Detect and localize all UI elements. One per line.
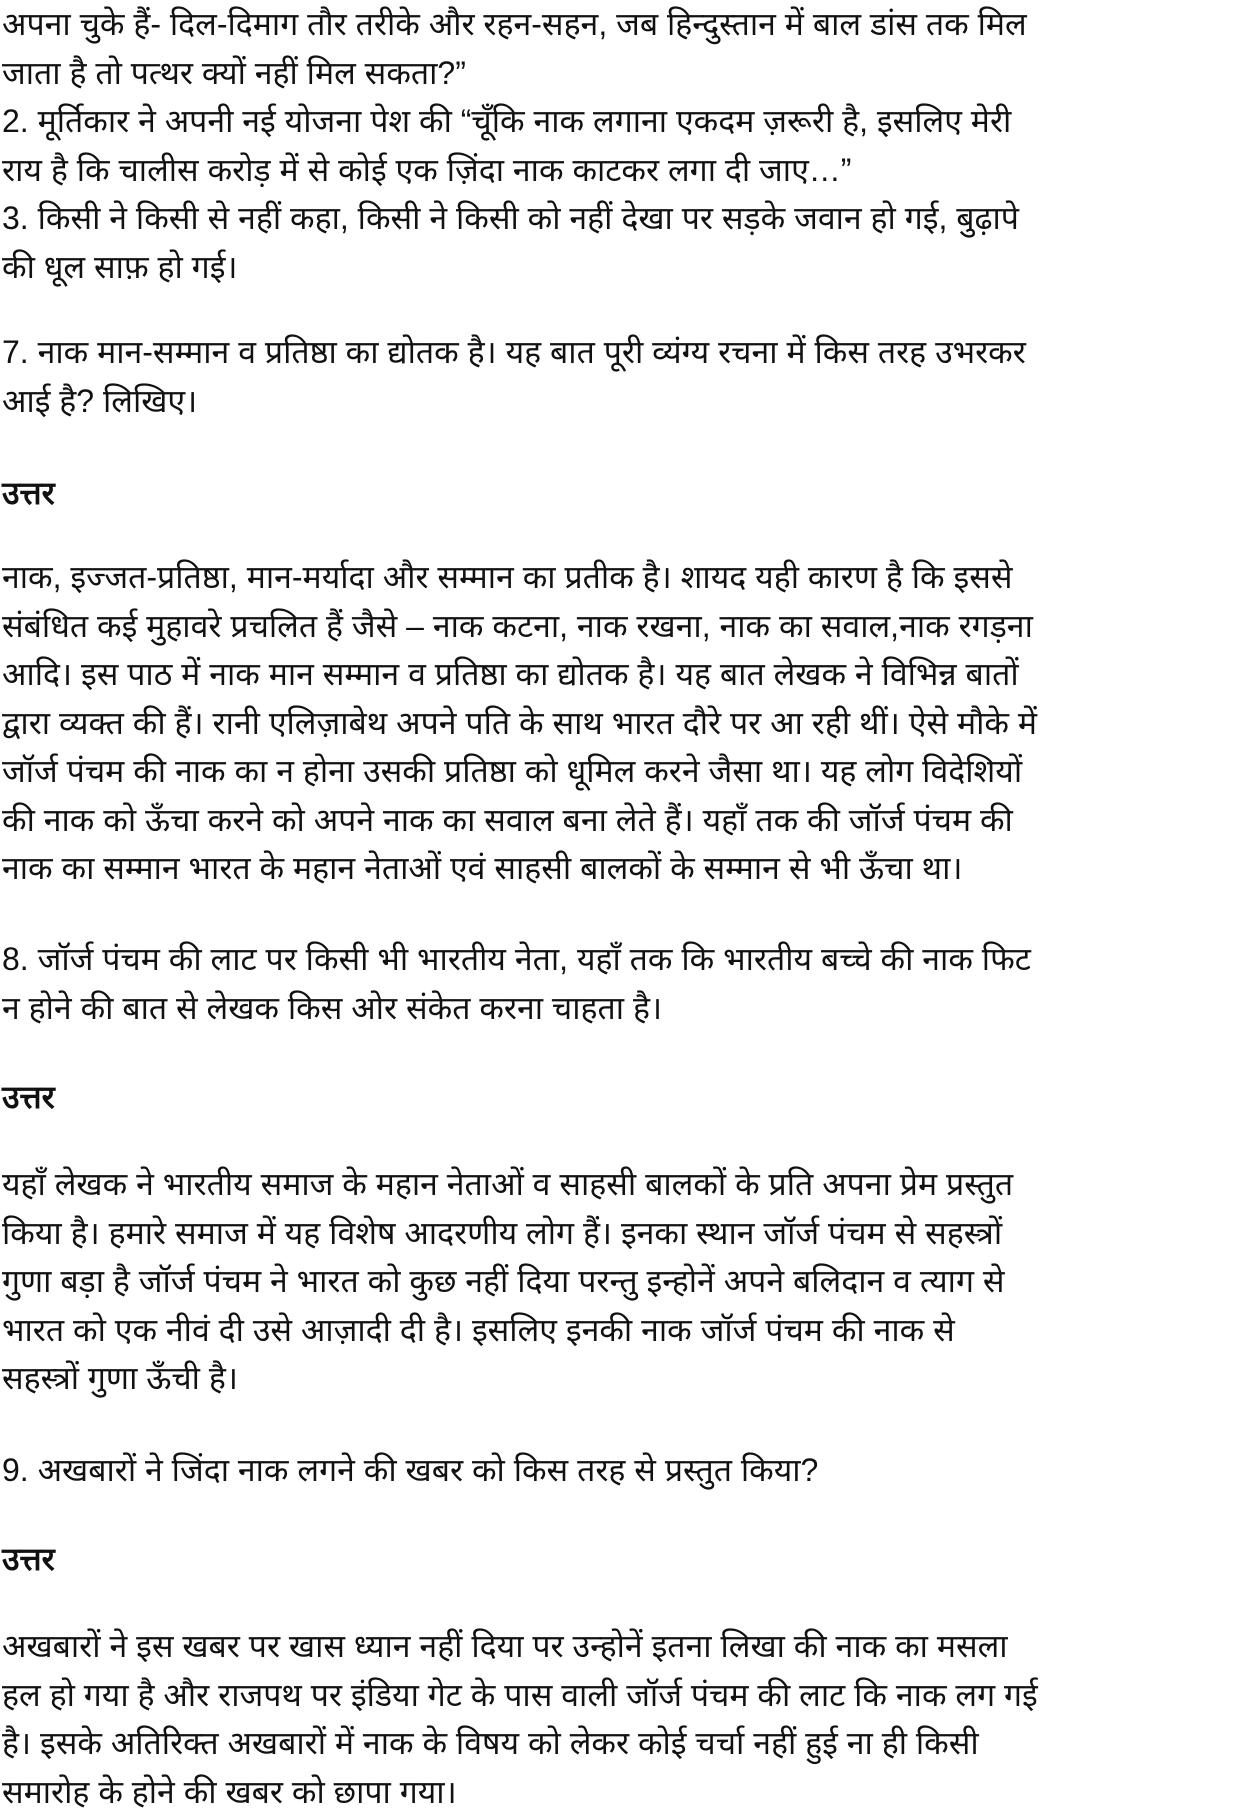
question-line: आई है? लिखिए। [2,377,1253,426]
question-8 [2,935,1253,1032]
answer-line: भारत को एक नीवं दी उसे आज़ादी दी है। इसलिए इनकी नाक जॉर्ज पंचम की नाक से [2,1306,1253,1355]
answer-line: नाक, इज्जत-प्रतिष्ठा, मान-मर्यादा और सम्मान का प्रतीक है। शायद यही कारण है कि इससे [2,553,1253,602]
question-line: न होने की बात से लेखक किस ओर संकेत करना चाहता है। [2,984,1253,1033]
answer-line: किया है। हमारे समाज में यह विशेष आदरणीय लोग हैं। इनका स्थान जॉर्ज पंचम से सहस्त्रों [2,1209,1253,1258]
text-line: की धूल साफ़ हो गई। [2,243,1253,292]
answer-line: है। इसके अतिरिक्त अखबारों में नाक के विषय को लेकर कोई चर्चा नहीं हुई ना ही किसी [2,1719,1253,1768]
answer-heading: उत्तर [2,469,1253,518]
answer-line: समारोह के होने की खबर को छापा गया। [2,1768,1253,1816]
text-line: 3. किसी ने किसी से नहीं कहा, किसी ने किसी को नहीं देखा पर सड़के जवान हो गई, बुढ़ापे [2,194,1253,243]
answer-line: सहस्त्रों गुणा ऊँची है। [2,1354,1253,1403]
answer-line: आदि। इस पाठ में नाक मान सम्मान व प्रतिष्ठा का द्योतक है। यह बात लेखक ने विभिन्न बातों [2,650,1253,699]
question-line: 7. नाक मान-सम्मान व प्रतिष्ठा का द्योतक है। यह बात पूरी व्यंग्य रचना में किस तरह उभरकर [2,328,1253,377]
answer-line: हल हो गया है और राजपथ पर इंडिया गेट के पास वाली जॉर्ज पंचम की लाट कि नाक लग गई [2,1671,1253,1720]
answer-heading-9 [2,1535,1253,1584]
text-line: राय है कि चालीस करोड़ में से कोई एक ज़िंदा नाक काटकर लगा दी जाए…” [2,146,1253,195]
text-line: 2. मूर्तिकार ने अपनी नई योजना पेश की “चूँकि नाक लगाना एकदम ज़रूरी है, इसलिए मेरी [2,97,1253,146]
answer-7 [2,553,1253,893]
answer-line: की नाक को ऊँचा करने को अपने नाक का सवाल बना लेते हैं। यहाँ तक की जॉर्ज पंचम की [2,796,1253,845]
answer-8 [2,1160,1253,1403]
answer-line: गुणा बड़ा है जॉर्ज पंचम ने भारत को कुछ नहीं दिया परन्तु इन्होनें अपने बलिदान व त्याग से [2,1257,1253,1306]
question-7 [2,328,1253,425]
answer-heading-7 [2,469,1253,518]
answer-line: संबंधित कई मुहावरे प्रचलित हैं जैसे – नाक कटना, नाक रखना, नाक का सवाल,नाक रगड़ना [2,602,1253,651]
answer-line: यहाँ लेखक ने भारतीय समाज के महान नेताओं व साहसी बालकों के प्रति अपना प्रेम प्रस्तुत [2,1160,1253,1209]
question-line: 8. जॉर्ज पंचम की लाट पर किसी भी भारतीय नेता, यहाँ तक कि भारतीय बच्चे की नाक फिट [2,935,1253,984]
answer-heading-8 [2,1073,1253,1122]
answer-line: नाक का सम्मान भारत के महान नेताओं एवं साहसी बालकों के सम्मान से भी ऊँचा था। [2,844,1253,893]
answer-heading: उत्तर [2,1535,1253,1584]
question-line: 9. अखबारों ने जिंदा नाक लगने की खबर को किस तरह से प्रस्तुत किया? [2,1446,1253,1495]
answer-line: द्वारा व्यक्त की हैं। रानी एलिज़ाबेथ अपने पति के साथ भारत दौरे पर आ रही थीं। ऐसे मौके में [2,699,1253,748]
answer-line: जॉर्ज पंचम की नाक का न होना उसकी प्रतिष्ठा को धूमिल करने जैसा था। यह लोग विदेशियों [2,747,1253,796]
text-line: जाता है तो पत्थर क्यों नहीं मिल सकता?” [2,49,1253,98]
answer-heading: उत्तर [2,1073,1253,1122]
text-line: अपना चुके हैं- दिल-दिमाग तौर तरीके और रहन-सहन, जब हिन्दुस्तान में बाल डांस तक मिल [2,0,1253,49]
answer-line: अखबारों ने इस खबर पर खास ध्यान नहीं दिया पर उन्होनें इतना लिखा की नाक का मसला [2,1622,1253,1671]
intro-paragraph [2,0,1253,291]
answer-9 [2,1622,1253,1816]
question-9 [2,1446,1253,1495]
